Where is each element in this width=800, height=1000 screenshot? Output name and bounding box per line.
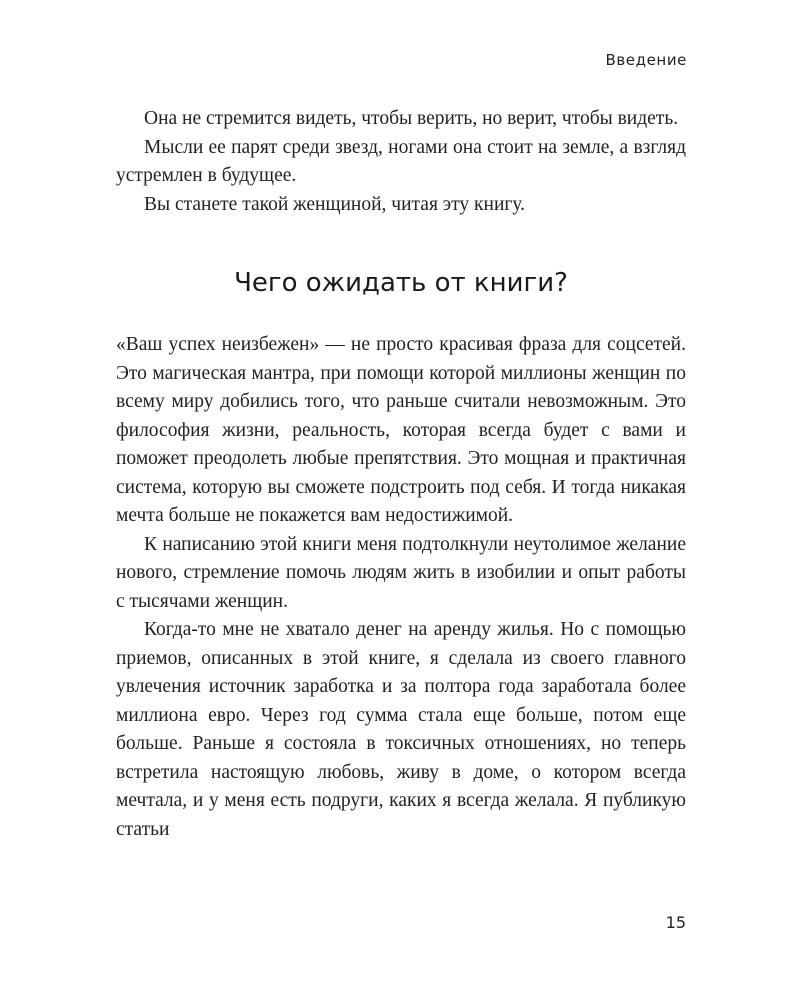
page-body (116, 105, 686, 844)
intro-paragraph: Мысли ее парят среди звезд, ногами она стоит на земле, а взгляд устремлен в будущее. (116, 136, 686, 186)
body-paragraph: «Ваш успех неизбежен» — не просто красивая фраза для соцсетей. Это магическая мантра, при помощи которой миллионы женщин по всему миру добились того, что раньше считали невозможным. Это философия жизни, реальность, которая всегда будет с вами и поможет преодолеть любые препятствия. Это мощная и практичная система, которую вы сможете подстроить под себя. И тогда никакая мечта больше не покажется вам недостижимой. (116, 334, 686, 526)
intro-paragraph: Она не стремится видеть, чтобы верить, но верит, чтобы видеть. (144, 108, 679, 129)
running-header: Введение (605, 51, 687, 69)
page-number: 15 (665, 913, 686, 932)
body-paragraph: К написанию этой книги меня подтолкнули неутолимое желание нового, стремление помочь людям жить в изобилии и опыт работы с тысячами женщин. (116, 533, 686, 612)
section-heading: Чего ожидать от книги? (234, 268, 568, 298)
intro-paragraph: Вы станете такой женщиной, читая эту книгу. (144, 193, 526, 215)
body-paragraph: Когда-то мне не хватало денег на аренду жилья. Но с помощью приемов, описанных в этой книге, я сделала из своего главного увлечения источник заработка и за полтора года заработала более миллиона евро. Через год сумма стала еще больше, потом еще больше. Раньше я состояла в токсичных отношениях, но теперь встретила настоящую любовь, живу в доме, о котором всегда мечтала, и у меня есть подруги, каких я всегда желала. Я публикую статьи (116, 619, 686, 840)
